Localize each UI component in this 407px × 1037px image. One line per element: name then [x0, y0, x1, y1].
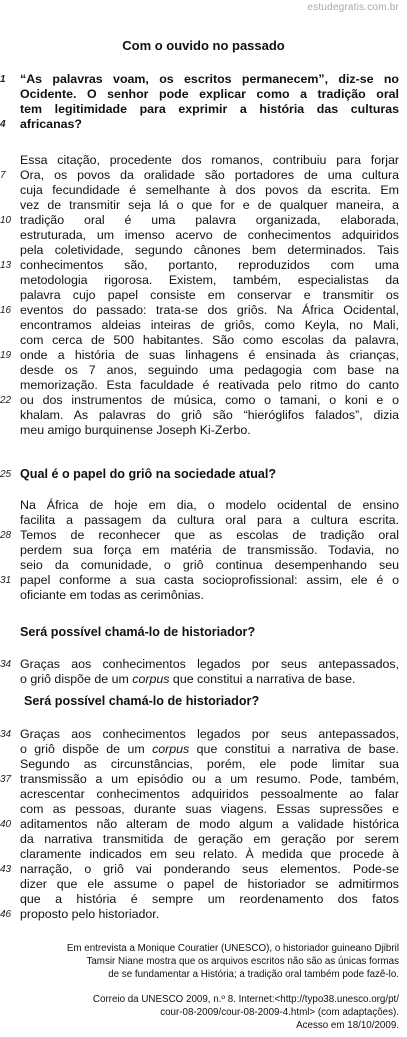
- footnote: [19, 942, 399, 981]
- answer-1: [0, 153, 399, 438]
- text-line: [0, 72, 399, 87]
- text-line: [0, 772, 399, 787]
- line-text: com as pessoas, durante suas viagens. Essas supressões e: [20, 802, 399, 816]
- line-text: cuja fecundidade é semelhante à dos povos da escrita. Em: [20, 183, 399, 197]
- note-line: Correio da UNESCO 2009, n.º 8. Internet:<http://typo38.unesco.org/pt/: [92, 994, 399, 1005]
- line-text: palavra cujo papel consiste em conservar e transmitir os: [20, 288, 399, 302]
- line-number: 43: [0, 864, 12, 875]
- line-text: tradição oral é uma palavra organizada, elaborada,: [20, 213, 399, 227]
- line-text: tem legitimidade para exprimir a história das culturas: [20, 102, 399, 116]
- line-text: oficiante em todas as cerimônias.: [20, 588, 204, 602]
- line-number: 28: [0, 530, 12, 541]
- text-line: [0, 528, 399, 543]
- text-line: [0, 727, 399, 742]
- text-line: [20, 672, 399, 687]
- text-line: [20, 87, 399, 102]
- text-line: [20, 558, 399, 573]
- line-text: metodologia rigorosa. Existem, também, especialistas da: [20, 273, 399, 287]
- line-number: 7: [0, 170, 6, 181]
- line-number: 46: [0, 909, 12, 920]
- line-number: 19: [0, 350, 12, 361]
- line-text: proposto pelo historiador.: [20, 907, 160, 921]
- line-number: 31: [0, 575, 12, 586]
- line-text: Na África de hoje em dia, o modelo ocidental de ensino: [20, 498, 399, 512]
- heading-text: Qual é o papel do griô na sociedade atual?: [20, 467, 277, 481]
- line-text: “As palavras voam, os escritos permanecem”, diz-se no: [20, 72, 399, 86]
- line-text: facilita a passagem da cultura oral para a cultura escrita.: [20, 513, 399, 527]
- line-text: que a história é sempre um reordenamento dos fatos: [20, 892, 399, 906]
- line-text: papel conforme a sua casta socioprofissional: assim, ele é o: [20, 573, 399, 587]
- line-number: 13: [0, 260, 12, 271]
- line-text: dizer que ele assume o papel de historiador se admitirmos: [20, 877, 399, 891]
- line-text: memorização. Esta faculdade é reativada pelo ritmo do canto: [20, 378, 399, 392]
- text-line: [20, 847, 399, 862]
- line-text: Ocidente. O senhor pode explicar como a tradição oral: [20, 87, 399, 101]
- text-line: [20, 543, 399, 558]
- text-line: [20, 832, 399, 847]
- line-text: onde a história de suas linhagens é ensinada às crianças,: [20, 348, 399, 362]
- text-line: [0, 907, 399, 922]
- line-text: Segundo as circunstâncias, porém, ele pode limitar sua: [20, 757, 399, 771]
- line-text: narração, o griô vai ponderando seus elementos. Pode-se: [20, 862, 399, 876]
- line-text: da narrativa transmitida de geração em geração por serem: [20, 832, 399, 846]
- text-line: [20, 228, 399, 243]
- line-text: claramente indicados em seu relato. À medida que procede à: [20, 847, 399, 861]
- text-line: [20, 288, 399, 303]
- text-line: [20, 802, 399, 817]
- text-line: [0, 213, 399, 228]
- line-number: 34: [0, 659, 12, 670]
- note-line: Tamsir Niane mostra que os arquivos escritos não são as únicas formas: [86, 956, 399, 967]
- text-line: [0, 117, 399, 132]
- text-line: [20, 198, 399, 213]
- text-line: [0, 303, 399, 318]
- line-text: ou dos instrumentos de música, como o tamani, o koni e o: [20, 393, 399, 407]
- page-title: Com o ouvido no passado: [122, 38, 285, 53]
- line-text: Temos de reconhecer que as escolas de tradição oral: [20, 528, 399, 542]
- text-line: [20, 318, 399, 333]
- text-line: [0, 862, 399, 877]
- note-line: de se fundamentar a História; a tradição oral também pode fazê-lo.: [108, 969, 399, 980]
- text-line: [20, 787, 399, 802]
- note-line: cour-08-2009/cour-08-2009-4.html> (com adaptações).: [160, 1007, 399, 1018]
- text-line: [0, 348, 399, 363]
- line-number: 16: [0, 305, 12, 316]
- line-text: o griô dispõe de um corpus que constitui a narrativa de base.: [20, 672, 356, 686]
- text-line: [20, 877, 399, 892]
- line-text: aditamentos não alteram de modo algum a validade histórica: [20, 817, 399, 831]
- text-line: [20, 892, 399, 907]
- line-text: Graças aos conhecimentos legados por seus antepassados,: [20, 657, 399, 671]
- text-line: [20, 273, 399, 288]
- text-line: [20, 498, 399, 513]
- line-text: meu amigo burquinense Joseph Ki-Zerbo.: [20, 423, 251, 437]
- text-line: [0, 168, 399, 183]
- line-text: acrescentar conhecimentos adquiridos pessoalmente ao falar: [20, 787, 399, 801]
- line-text: pela coletividade, segundo cânones bem determinados. Tais: [20, 243, 399, 257]
- text-line: [20, 333, 399, 348]
- line-text: khalam. As palavras do griô são “hieróglifos falados”, dizia: [20, 408, 399, 422]
- line-text: desde os 7 anos, seguindo uma pedagogia com base na: [20, 363, 399, 377]
- text-line: [20, 513, 399, 528]
- source-citation: [19, 993, 399, 1032]
- line-number: 34: [0, 729, 12, 740]
- text-line: [20, 408, 399, 423]
- question-3: [20, 625, 399, 640]
- text-line: [0, 258, 399, 273]
- note-line: Acesso em 18/10/2009.: [296, 1020, 399, 1031]
- line-text: transmissão a um episódio ou a um resumo. Pode, também,: [20, 772, 399, 786]
- line-text: perdem sua força em matéria de transmissão. Todavia, no: [20, 543, 399, 557]
- line-number: 1: [0, 74, 6, 85]
- text-line: [20, 757, 399, 772]
- line-number: 22: [0, 395, 12, 406]
- answer-3-duplicate: [0, 657, 399, 687]
- text-line: [20, 153, 399, 168]
- line-number: 40: [0, 819, 12, 830]
- question-1: [0, 72, 399, 132]
- line-text: o griô dispõe de um corpus que constitui a narrativa de base.: [20, 742, 399, 756]
- line-text: africanas?: [20, 117, 82, 131]
- note-line: Em entrevista a Monique Couratier (UNESCO), o historiador guineano Djibril: [66, 943, 399, 954]
- text-line: [20, 378, 399, 393]
- text-line: [0, 817, 399, 832]
- line-text: estruturada, um imenso acervo de conhecimentos adquiridos: [20, 228, 399, 242]
- line-text: com cerca de 500 habitantes. São como escolas da palavra,: [20, 333, 399, 347]
- question-3-repeat: [20, 694, 399, 709]
- answer-3: [0, 727, 399, 922]
- line-number: 37: [0, 774, 12, 785]
- text-line: [20, 423, 399, 438]
- line-number: 10: [0, 215, 12, 226]
- text-line: [20, 363, 399, 378]
- watermark: estudegratis.com.br: [307, 2, 399, 13]
- line-text: vez de transmitir seja lá o que for e de qualquer maneira, a: [20, 198, 399, 212]
- text-line: [0, 573, 399, 588]
- text-line: [20, 102, 399, 117]
- line-number: 25: [0, 469, 12, 480]
- text-line: [20, 588, 399, 603]
- heading-line: Será possível chamá-lo de historiador?: [20, 625, 256, 639]
- answer-2: [0, 498, 399, 603]
- line-text: seio da comunidade, o griô continua desempenhando seu: [20, 558, 399, 572]
- text-line: [20, 742, 399, 757]
- text-line: [0, 393, 399, 408]
- line-text: Essa citação, procedente dos romanos, contribuiu para forjar: [20, 153, 399, 167]
- line-text: eventos do passado: trata-se dos griôs. Na África Ocidental,: [20, 303, 399, 317]
- text-line: [20, 183, 399, 198]
- text-line: [0, 657, 399, 672]
- heading-line: Será possível chamá-lo de historiador?: [24, 694, 260, 708]
- text-line: [20, 243, 399, 258]
- question-2: [0, 467, 399, 482]
- heading-line: [0, 467, 399, 482]
- line-text: encontramos aldeias inteiras de griôs, como Keyla, no Mali,: [20, 318, 399, 332]
- line-text: Graças aos conhecimentos legados por seus antepassados,: [20, 727, 399, 741]
- line-text: Ora, os povos da oralidade são portadores de uma cultura: [20, 168, 399, 182]
- line-number: 4: [0, 119, 6, 130]
- line-text: conhecimentos são, portanto, reproduzidos com uma: [20, 258, 399, 272]
